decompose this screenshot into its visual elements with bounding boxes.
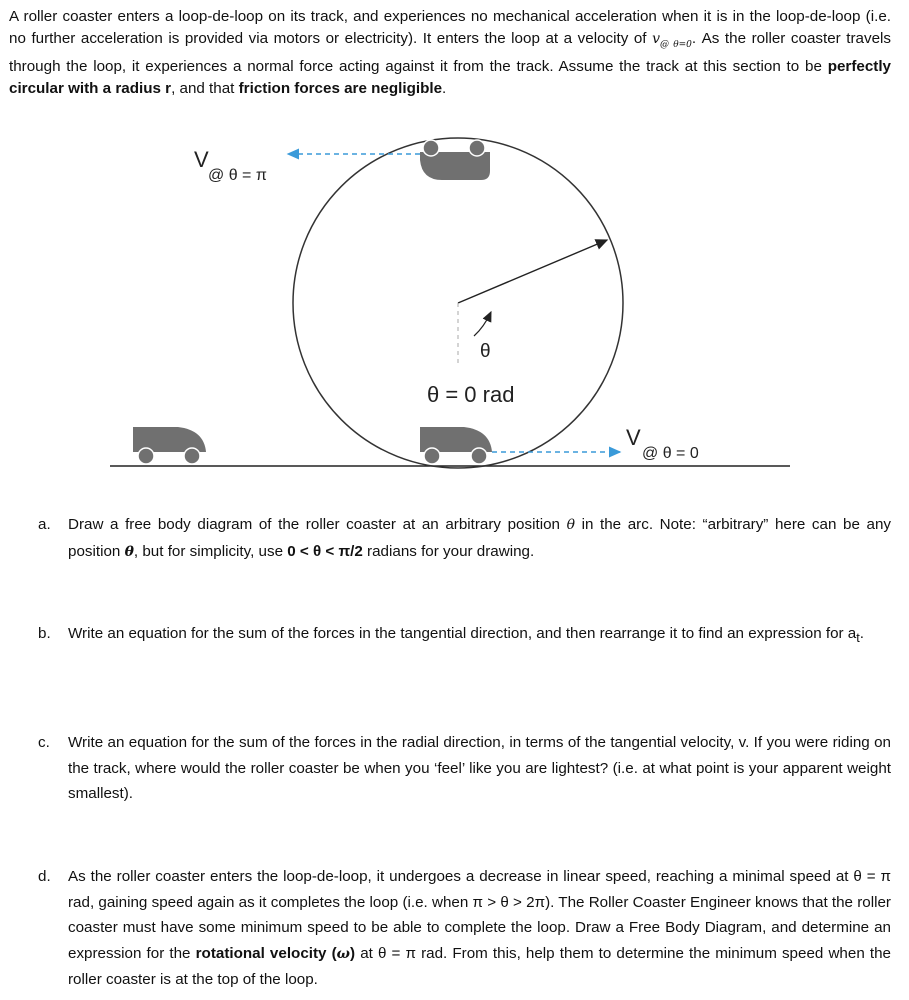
question-a-label: a. [38, 516, 51, 533]
question-c-text: Write an equation for the sum of the forces in the radial direction, in terms of the tangential velocity, v. If you were riding on the track, where would the roller coaster be when you ‘feel’ like you are lightest? (i.e. at what point is your apparent weight smallest). [68, 734, 891, 802]
top-car [420, 140, 490, 180]
right-velocity-sub: @ θ = 0 [642, 445, 699, 462]
theta-zero-label: θ = 0 rad [427, 382, 515, 407]
right-velocity-label: V [626, 425, 641, 450]
radius-arrow [458, 240, 607, 303]
question-b [38, 621, 891, 652]
question-c [38, 730, 891, 807]
question-d [38, 864, 891, 993]
question-d-text: As the roller coaster enters the loop-de-loop, it undergoes a decrease in linear speed, reaching a minimal speed at θ = π rad, gaining speed again as it completes the loop (i.e. when π > θ > 2π). The Roller Coaster Engineer knows that the roller coaster must have some minimum speed to be able to complete the loop. Draw a Free Body Diagram, and determine an expression for the rotational velocity (ω) at θ = π rad. From this, help them to determine the minimum speed when the roller coaster is at the top of the loop. [68, 868, 891, 988]
intro-text-4: . [442, 79, 447, 97]
intro-text-3: , and that [171, 79, 239, 97]
velocity-symbol: $v_{@ \theta=0}$ [652, 30, 692, 50]
intro-bold-radius: perfectly circular with a radius r [9, 58, 891, 97]
question-d-label: d. [38, 868, 51, 885]
bottom-car [420, 427, 492, 464]
question-a [38, 512, 891, 565]
intro-bold-friction: friction forces are negligible [238, 79, 443, 97]
intro-text-2: . As the roller coaster travels through the loop, it experiences a normal force acting against it from the track. Assume the track at this section to be [9, 29, 891, 76]
left-car [133, 427, 206, 464]
top-velocity-label: V [194, 147, 209, 172]
question-c-label: c. [38, 734, 50, 751]
question-a-text: Draw a free body diagram of the roller coaster at an arbitrary position θ in the arc. Note: “arbitrary” here can be any position θ, but for simplicity, use 0 < θ < π/2 radians for your drawing. [68, 516, 891, 560]
theta-label: θ [480, 341, 491, 362]
question-b-label: b. [38, 625, 51, 642]
theta-arc-arrow [474, 312, 491, 336]
intro-text-1: A roller coaster enters a loop-de-loop on its track, and experiences no mechanical acceleration when it is in the loop-de-loop (i.e. no further acceleration is provided via motors or electricity). It enters the loop at a velocity of [9, 8, 891, 47]
question-b-text: Write an equation for the sum of the forces in the tangential direction, and then rearrange it to find an expression for $a_t$. [68, 625, 865, 646]
top-velocity-sub: @ θ = π [208, 167, 267, 184]
